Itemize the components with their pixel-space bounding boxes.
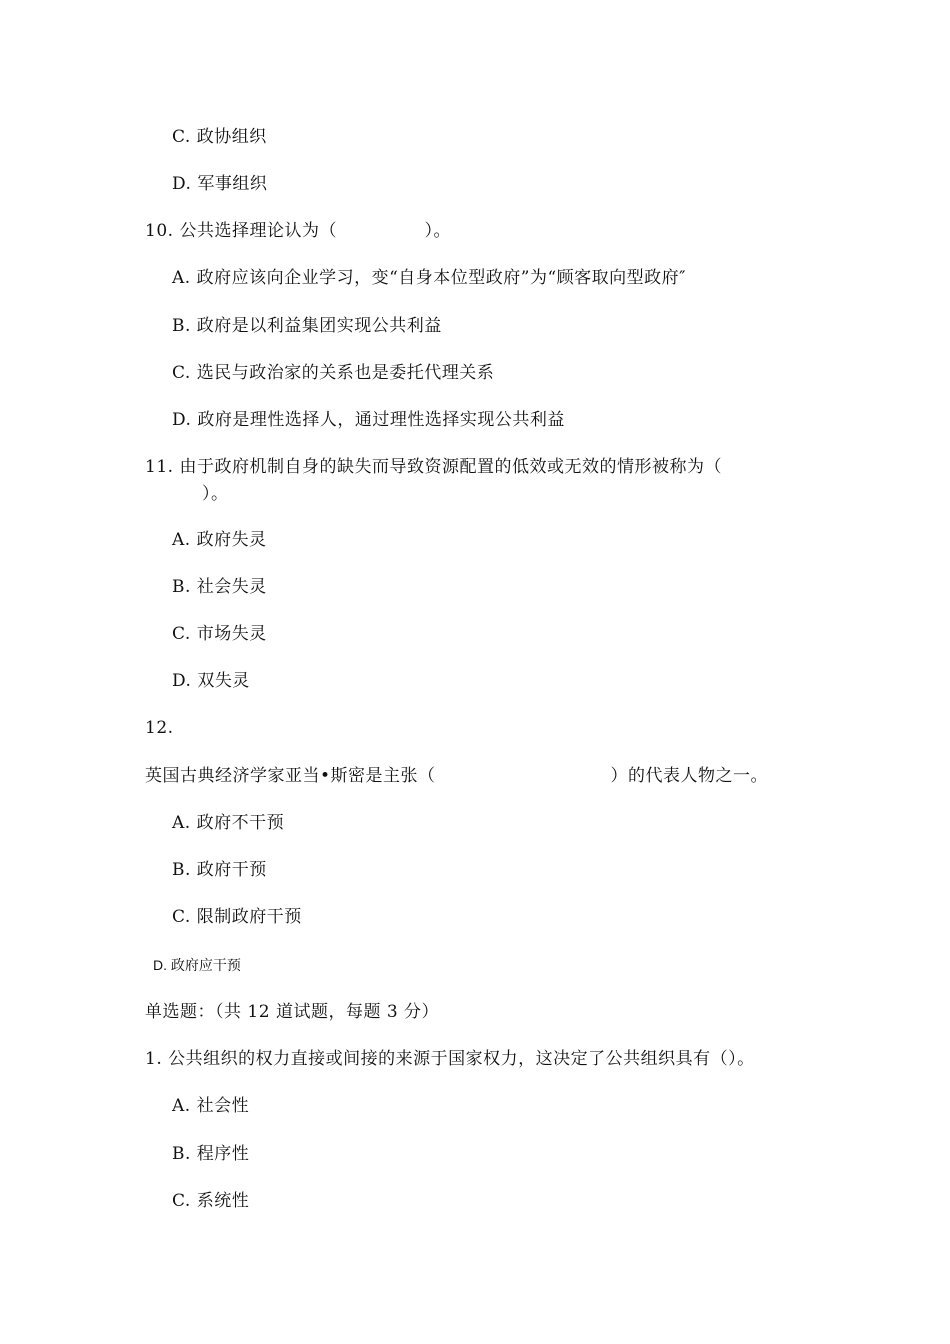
q11-stem: 11. 由于政府机制自身的缺失而导致资源配置的低效或无效的情形被称为（ bbox=[145, 457, 722, 477]
q10-stem: 10. 公共选择理论认为（ ）。 bbox=[145, 221, 451, 241]
s1-option-b: B. 程序性 bbox=[172, 1144, 250, 1164]
q9-option-c: C. 政协组织 bbox=[172, 127, 267, 147]
q11-option-b: B. 社会失灵 bbox=[172, 577, 267, 597]
s1-option-a: A. 社会性 bbox=[172, 1096, 250, 1116]
q10-option-c: C. 选民与政治家的关系也是委托代理关系 bbox=[172, 363, 495, 383]
s1-stem: 1. 公共组织的权力直接或间接的来源于国家权力，这决定了公共组织具有（）。 bbox=[145, 1049, 755, 1069]
q12-option-d: D. 政府应干预 bbox=[153, 957, 241, 973]
q11-stem-continuation: ）。 bbox=[202, 484, 229, 504]
section-heading: 单选题：（共 12 道试题，每题 3 分） bbox=[145, 1002, 440, 1022]
q10-option-a: A. 政府应该向企业学习，变“自身本位型政府”为“顾客取向型政府″ bbox=[172, 268, 687, 288]
q12-stem: 英国古典经济学家亚当•斯密是主张（ ）的代表人物之一。 bbox=[145, 766, 769, 786]
q11-option-d: D. 双失灵 bbox=[172, 671, 250, 691]
q10-option-b: B. 政府是以利益集团实现公共利益 bbox=[172, 316, 442, 336]
q11-option-c: C. 市场失灵 bbox=[172, 624, 267, 644]
q11-option-a: A. 政府失灵 bbox=[172, 530, 267, 550]
q12-option-c: C. 限制政府干预 bbox=[172, 907, 302, 927]
q12-option-a: A. 政府不干预 bbox=[172, 813, 285, 833]
q12-option-b: B. 政府干预 bbox=[172, 860, 267, 880]
q9-option-d: D. 军事组织 bbox=[172, 174, 268, 194]
q10-option-d: D. 政府是理性选择人，通过理性选择实现公共利益 bbox=[172, 410, 565, 430]
s1-option-c: C. 系统性 bbox=[172, 1191, 250, 1211]
q12-number: 12. bbox=[145, 718, 174, 738]
